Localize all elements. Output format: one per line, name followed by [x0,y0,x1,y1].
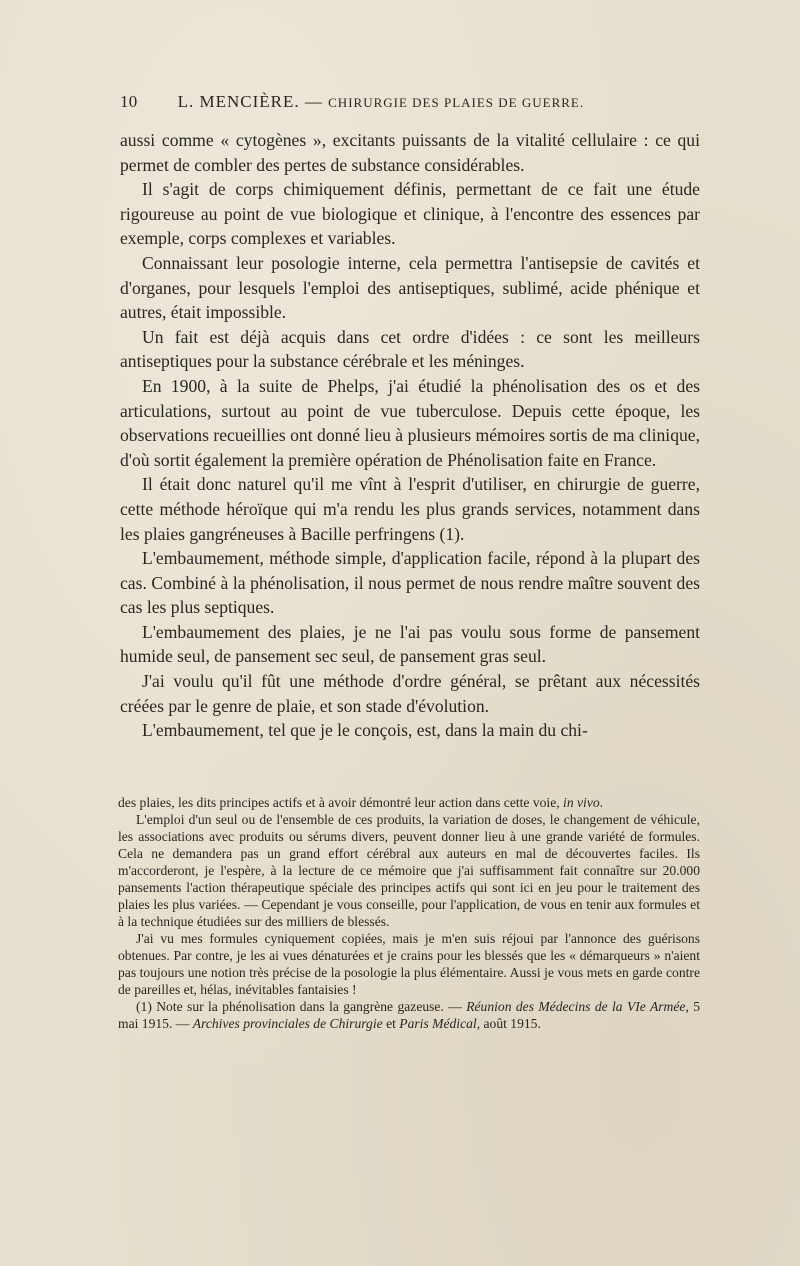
paragraph: L'embaumement des plaies, je ne l'ai pas voulu sous forme de pansement humide seul, de pansement sec seul, de pansement gras seul. [120,621,700,667]
running-title-line [178,92,585,112]
header-dash: — [304,92,323,111]
author-name: L. MENCIÈRE. [177,92,300,111]
paragraph: Un fait est déjà acquis dans cet ordre d'idées : ce sont les meilleurs antiseptiques pour la substance cérébrale et les méninges. [120,326,700,372]
paragraph: Il était donc naturel qu'il me vînt à l'esprit d'utiliser, en chirurgie de guerre, cette méthode héroïque qui m'a rendu les plus grands services, notamment dans les plaies gangréneuses à Bacille perfringens (1). [120,474,700,544]
paragraph: L'embaumement, méthode simple, d'application facile, répond à la plupart des cas. Combiné à la phénolisation, il nous permet de nous rendre maître souvent des cas les plus septiques. [120,548,700,618]
paragraph: aussi comme « cytogènes », excitants puissants de la vitalité cellulaire : ce qui permet de combler des pertes de substance considérables. [120,130,700,175]
footnote-text: sur la phénolisation dans la gangrène gazeuse. — [182,999,467,1014]
footnote-text: , 5 mai 1915. — [118,999,701,1031]
footnote-italic: Paris Médical [399,1016,477,1031]
paragraph: L'embaumement, tel que je le conçois, est, dans la main du chi- [142,720,588,741]
note-continuation [118,794,700,811]
running-header [120,92,700,112]
note-paragraph: L'emploi d'un seul ou de l'ensemble de ces produits, la variation de doses, le changement de véhicule, les associations avec produits ou sérums divers, peuvent donner lieu à une grande variété de formules. Cela ne demandera pas un grand effort cérébral aux auteurs en mal de découvertes faciles. Ils m'accorderont, je l'espère, à la lecture de ce mémoire que j'ai suffisamment fait connaître sur 20.000 pansements l'action thérapeutique spéciale des principes actifs qui sont ici en jeu pour le traitement des plaies les plus variées. — Cependant je vous conseille, pour l'application, de vous en tenir aux formules et à la technique étudiées sur des milliers de blessés. [118,812,700,929]
main-text [120,128,700,743]
note-paragraph: J'ai vu mes formules cyniquement copiées, mais je m'en suis réjoui par l'annonce des guérisons obtenues. Par contre, je les ai vues dénaturées et je crains pour les blessés que les « démarqueurs » n'aient pas toujours une notion très précise de la posologie la plus élémentaire. Aussi je vous mets en garde contre de pareilles et, hélas, inévitables fantaisies ! [118,931,700,997]
note-italic: in vivo [563,795,600,810]
footnote-italic: Archives provinciales de Chirurgie [192,1016,383,1031]
running-title: CHIRURGIE DES PLAIES DE GUERRE. [328,95,585,110]
note-text: des plaies, les dits principes actifs et à avoir démontré leur action dans cette voie, [118,795,564,810]
footnote-1 [118,998,700,1032]
footnote-marker: (1) Note [136,999,183,1014]
paragraph: J'ai voulu qu'il fût une méthode d'ordre général, se prêtant aux nécessités créées par le genre de plaie, et son stade d'évolution. [120,671,700,716]
footnote-text: et [382,1016,400,1031]
note-text: . [599,795,604,810]
paragraph: En 1900, à la suite de Phelps, j'ai étudié la phénolisation des os et des articulations, surtout au point de vue tuberculose. Depuis cette époque, les observations recueillies ont donné lieu à plusieurs mémoires sortis de ma clinique, d'où sortit également la première opération de Phénolisation faite en France. [120,375,700,470]
paragraph: Il s'agit de corps chimiquement définis, permettant de ce fait une étude rigoureuse au point de vue biologique et clinique, à l'encontre des essences par exemple, corps complexes et variables. [120,179,700,249]
paragraph: Connaissant leur posologie interne, cela permettra l'antisepsie de cavités et d'organes, pour lesquels l'emploi des antiseptiques, sublimé, acide phénique et autres, était impossible. [120,252,700,323]
page-number: 10 [120,92,138,111]
footnote-text: , août 1915. [476,1016,541,1031]
footnotes [118,794,700,1032]
footnote-italic: Réunion des Médecins de la VIe Armée [466,999,686,1014]
